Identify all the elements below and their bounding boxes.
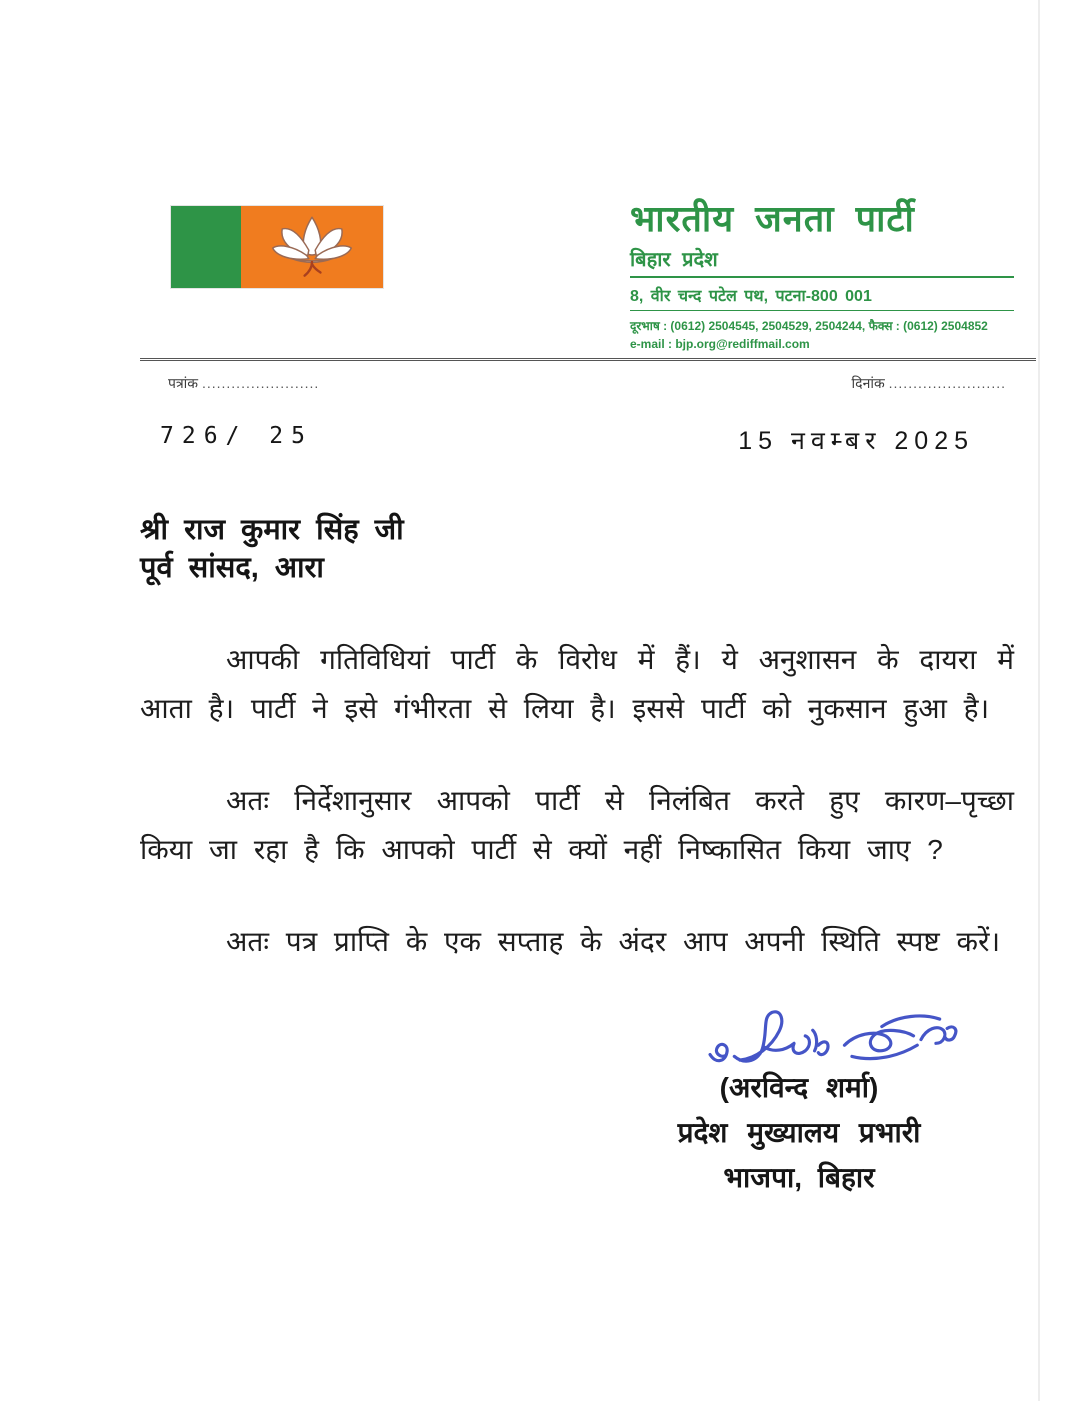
signatory-name: (अरविन्द शर्मा) [719, 1072, 879, 1103]
date-label-group [852, 374, 1014, 393]
handwritten-signature-icon [692, 1006, 982, 1076]
letter-paragraph: अतः निर्देशानुसार आपको पार्टी से निलंबित करते हुए कारण–पृच्छा किया जा रहा है कि आपको पार्टी से क्यों नहीं निष्कासित किया जाए ? [140, 785, 1014, 865]
letter-paragraph: आपकी गतिविधियां पार्टी के विरोध में हैं। ये अनुशासन के दायरा में आता है। पार्टी ने इसे गंभीरता से लिया है। इससे पार्टी को नुकसान हुआ है। [140, 644, 1014, 724]
phone-fax-line: दूरभाष : (0612) 2504545, 2504529, 2504244, फैक्स : (0612) 2504852 [630, 319, 988, 333]
scan-edge-artifact [1038, 0, 1040, 1401]
lotus-icon [262, 213, 362, 281]
recipient-block [140, 511, 1014, 587]
date-dotted-line: ........................ [888, 375, 1006, 391]
meta-values-row [140, 423, 1014, 457]
recipient-name: श्री राज कुमार सिंह जी [140, 514, 404, 546]
date-label: दिनांक [851, 375, 885, 391]
signature-block [584, 1006, 1014, 1196]
flag-orange-band [241, 206, 383, 288]
party-name: भारतीय जनता पार्टी [630, 198, 915, 239]
ref-dotted-line: ........................ [201, 375, 320, 391]
signatory-organization: भाजपा, बिहार [723, 1162, 875, 1193]
meta-labels-row [140, 374, 1014, 393]
header-rule-2 [630, 310, 1014, 311]
letterhead-separator-rule [140, 358, 1036, 361]
letterhead-text-block [630, 193, 1014, 351]
letter-paragraph: अतः पत्र प्राप्ति के एक सप्ताह के अंदर आप अपनी स्थिति स्पष्ट करें। [226, 926, 1001, 957]
header-rule-1 [630, 276, 1014, 278]
signatory-title: प्रदेश मुख्यालय प्रभारी [677, 1117, 921, 1148]
date-value: 15 नवम्बर 2025 [738, 427, 974, 455]
ref-number: 726/ 25 [160, 423, 313, 449]
recipient-designation: पूर्व सांसद, आरा [140, 552, 324, 584]
ref-label-group [140, 374, 319, 393]
region-name: बिहार प्रदेश [630, 249, 718, 271]
letterhead [140, 193, 1014, 351]
bjp-flag-logo [170, 205, 384, 289]
flag-green-band [171, 206, 241, 288]
ref-label: पत्रांक [168, 375, 199, 391]
email-line: e-mail : bjp.org@rediffmail.com [630, 337, 810, 351]
address-line: 8, वीर चन्द पटेल पथ, पटना-800 001 [630, 288, 872, 305]
letter-content [140, 193, 1014, 1196]
